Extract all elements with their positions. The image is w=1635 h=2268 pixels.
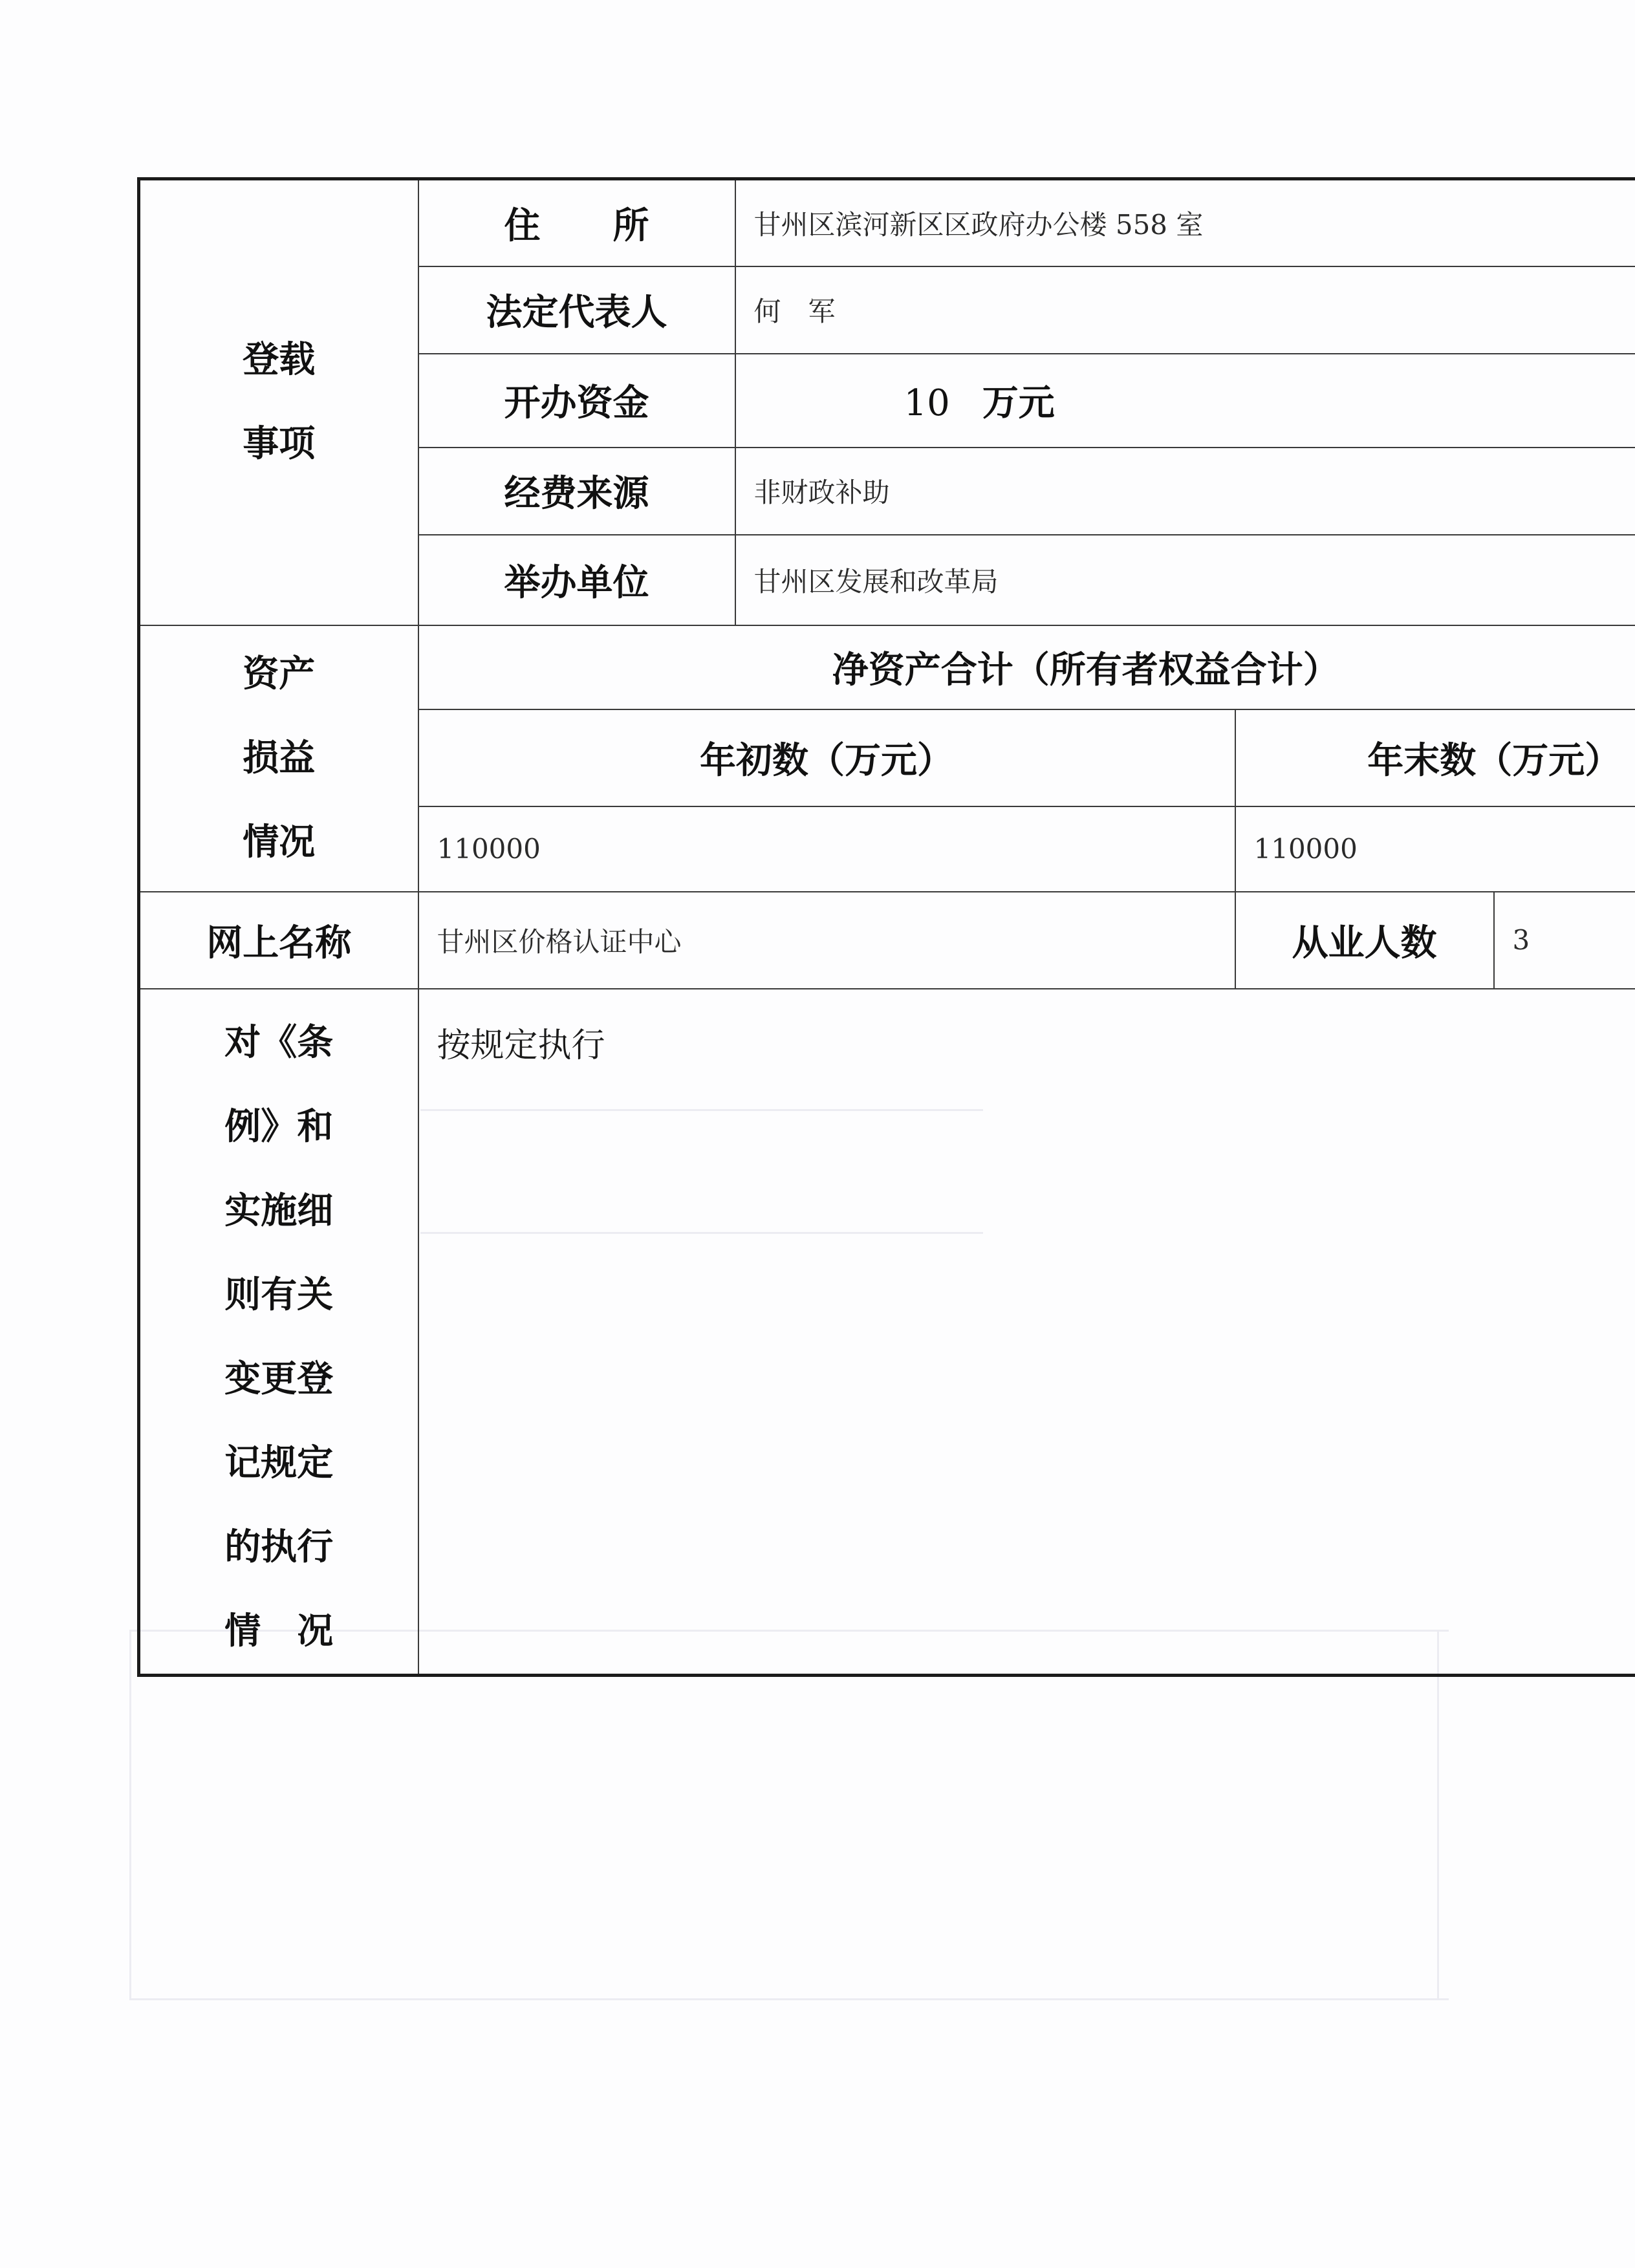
- legal-rep-label: 法定代表人: [418, 266, 735, 354]
- section-assets: [139, 625, 418, 892]
- execution-label-line: 情 况: [224, 1610, 334, 1652]
- funds-amount: 10: [904, 382, 950, 424]
- row-assets-header: [139, 625, 1635, 709]
- execution-label: [139, 989, 418, 1676]
- section-assets-line: 情况: [243, 821, 316, 863]
- execution-label-line: 记规定: [224, 1442, 334, 1484]
- execution-label-line: 例》和: [224, 1105, 334, 1148]
- funding-source-label: 经费来源: [418, 448, 735, 535]
- net-assets-header: 净资产合计（所有者权益合计）: [418, 625, 1635, 709]
- execution-label-line: 的执行: [224, 1526, 334, 1568]
- execution-label-line: 实施细: [224, 1189, 334, 1232]
- year-end-value: 110000: [1235, 806, 1635, 892]
- execution-label-line: 则有关: [224, 1273, 334, 1316]
- online-name-value: 甘州区价格认证中心: [418, 892, 1235, 989]
- section-registration: [139, 179, 418, 625]
- year-start-header: 年初数（万元）: [418, 709, 1235, 806]
- execution-label-line: 变更登: [224, 1357, 334, 1400]
- year-start-value: 110000: [418, 806, 1235, 892]
- registration-form-table: [137, 177, 1635, 1677]
- section-assets-line: 损益: [243, 737, 316, 779]
- sponsor-label: 举办单位: [418, 535, 735, 625]
- funding-source-value: 非财政补助: [735, 448, 1635, 535]
- show-through-rule: [129, 1998, 1449, 2000]
- row-address: [139, 179, 1635, 266]
- employees-label: 从业人数: [1235, 892, 1494, 989]
- address-label: 住 所: [418, 179, 735, 266]
- section-registration-line: 登载: [243, 339, 316, 382]
- show-through-rule: [129, 1630, 131, 1998]
- row-online-name: [139, 892, 1635, 989]
- online-name-label: 网上名称: [139, 892, 418, 989]
- show-through-rule: [1437, 1630, 1439, 1998]
- employees-value: 3: [1494, 892, 1635, 989]
- execution-value: 按规定执行: [418, 989, 1635, 1676]
- funds-value: [735, 354, 1635, 448]
- section-assets-line: 资产: [243, 653, 316, 695]
- year-end-header: 年末数（万元）: [1235, 709, 1635, 806]
- legal-rep-value: 何 军: [735, 266, 1635, 354]
- sponsor-value: 甘州区发展和改革局: [735, 535, 1635, 625]
- execution-label-line: 对《条: [224, 1021, 334, 1064]
- funds-label: 开办资金: [418, 354, 735, 448]
- funds-unit: 万元: [982, 382, 1055, 424]
- address-value: 甘州区滨河新区区政府办公楼 558 室: [735, 179, 1635, 266]
- row-execution: [139, 989, 1635, 1676]
- section-registration-line: 事项: [243, 423, 316, 466]
